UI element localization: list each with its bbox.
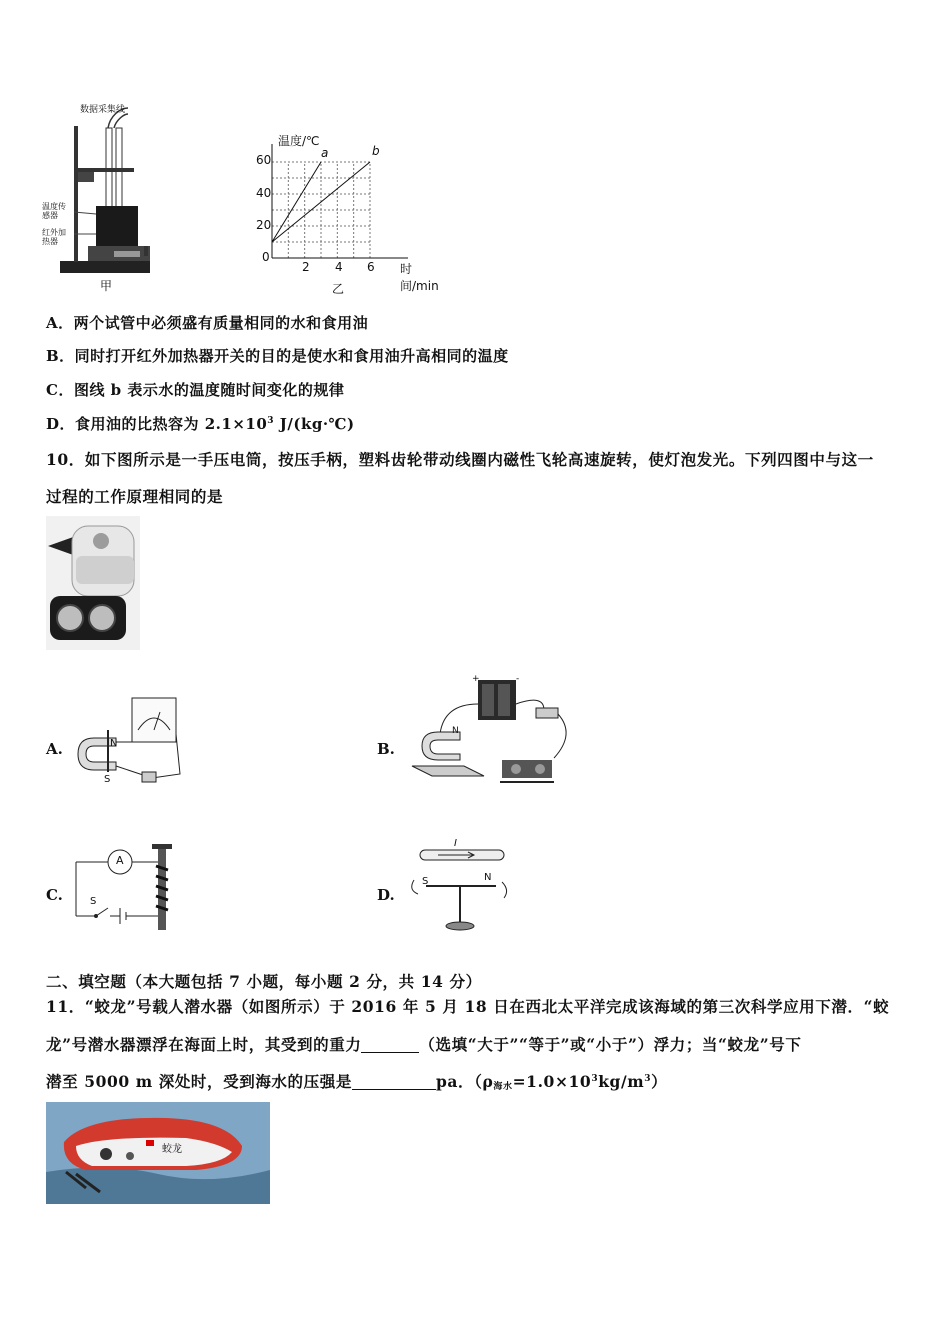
caption-jia: 甲 xyxy=(100,279,113,293)
apparatus-label-data-line: 数据采集线 xyxy=(80,105,126,115)
flashlight-drawing xyxy=(46,516,140,650)
q11-line3-part4: kg/m xyxy=(598,1072,645,1091)
q11-text-line1: 11．“蛟龙”号载人潜水器（如图所示）于 2016 年 5 月 18 日在西北太平洋完成该海域的第三次科学应用下潜．“蛟 xyxy=(46,997,890,1016)
submersible-image xyxy=(46,1102,270,1204)
fig-a-label-s: S xyxy=(104,774,111,785)
q10-option-b-figure xyxy=(404,674,584,798)
q9-option-c: C．图线 b 表示水的温度随时间变化的规律 xyxy=(46,381,345,399)
q11-text-line3 xyxy=(46,1070,667,1092)
q11-line3-part3: =1.0×10 xyxy=(512,1072,592,1091)
ytick-40: 40 xyxy=(256,186,272,200)
q9-option-a: A．两个试管中必须盛有质量相同的水和食用油 xyxy=(46,314,369,332)
q10-option-c-figure xyxy=(72,836,180,936)
submersible-drawing xyxy=(46,1102,270,1204)
ytick-0: 0 xyxy=(262,250,270,264)
q9-option-d-prefix: D．食用油的比热容为 2.1×10 xyxy=(46,415,268,433)
temperature-time-graph xyxy=(250,130,450,280)
q11-line3-part2: pa．（ρ xyxy=(435,1072,494,1091)
graph-xlabel: 时间/min xyxy=(400,262,439,293)
q10-option-d-figure xyxy=(404,832,512,936)
q9-option-d-exp: 3 xyxy=(267,416,275,426)
q11-exp-1: 3 xyxy=(591,1074,599,1084)
oersted-experiment-drawing xyxy=(404,832,512,936)
graph-grid xyxy=(272,162,370,258)
fig-d-label-i: I xyxy=(454,838,457,849)
q11-rho-subscript: 海水 xyxy=(493,1082,513,1092)
q10-option-a-label: A. xyxy=(46,740,63,758)
q11-line3-part5: ） xyxy=(651,1072,668,1091)
submersible-name-label: 蛟龙 xyxy=(162,1144,182,1155)
fig-d-label-n: N xyxy=(484,872,492,883)
q10-option-d-label: D. xyxy=(377,886,395,904)
q11-exp-2: 3 xyxy=(644,1074,652,1084)
fig-b-label-minus: - xyxy=(516,674,520,684)
electromagnet-circuit-drawing xyxy=(72,836,180,936)
apparatus-label-temp-sensor: 温度传感器 xyxy=(42,202,66,220)
ytick-20: 20 xyxy=(256,218,272,232)
apparatus-label-heater: 红外加热器 xyxy=(42,228,66,246)
figure-graph xyxy=(250,130,450,300)
fig-b-label-n: N xyxy=(452,726,459,736)
q9-option-d xyxy=(46,413,355,434)
graph-ylabel: 温度/℃ xyxy=(278,134,320,148)
series-b-label: b xyxy=(372,144,380,158)
q11-blank-pressure[interactable] xyxy=(352,1074,436,1091)
caption-yi: 乙 xyxy=(332,282,345,296)
q11-blank-gravity[interactable] xyxy=(361,1037,419,1054)
series-a-line xyxy=(272,162,321,242)
q10-option-a-figure xyxy=(72,694,184,798)
fig-d-label-s: S xyxy=(422,876,429,887)
q10-text-line1: 10．如下图所示是一手压电筒，按压手柄，塑料齿轮带动线圈内磁性飞轮高速旋转，使灯泡发光。下列四图中与这一 xyxy=(46,450,874,469)
generator-circuit-drawing xyxy=(72,694,184,798)
q10-option-b-label: B. xyxy=(377,740,395,758)
apparatus-drawing xyxy=(48,96,188,296)
fig-c-label-s: S xyxy=(90,896,97,907)
q9-option-b: B．同时打开红外加热器开关的目的是使水和食用油升高相同的温度 xyxy=(46,347,509,365)
xtick-4: 4 xyxy=(335,260,343,274)
q11-line2-part1: 龙”号潜水器漂浮在海面上时，其受到的重力 xyxy=(46,1035,362,1054)
section-2-heading: 二、填空题（本大题包括 7 小题，每小题 2 分，共 14 分） xyxy=(46,972,482,991)
q10-option-c-label: C. xyxy=(46,886,63,904)
fig-a-label-n: N xyxy=(110,738,118,749)
flashlight-image xyxy=(46,516,140,650)
q10-text-line2: 过程的工作原理相同的是 xyxy=(46,487,224,506)
fig-b-label-plus: + xyxy=(472,674,480,684)
fig-c-label-a: A xyxy=(116,854,124,867)
series-a-label: a xyxy=(321,146,329,160)
xtick-2: 2 xyxy=(302,260,310,274)
motor-circuit-drawing xyxy=(404,674,584,798)
q11-line2-part2: （选填“大于”“等于”或“小于”）浮力；当“蛟龙”号下 xyxy=(419,1035,802,1054)
ytick-60: 60 xyxy=(256,153,272,167)
q11-line3-part1: 潜至 5000 m 深处时，受到海水的压强是 xyxy=(46,1072,352,1091)
q9-option-d-suffix: J/(kg·℃) xyxy=(274,415,355,433)
figure-apparatus xyxy=(42,96,188,296)
xtick-6: 6 xyxy=(367,260,375,274)
q11-text-line2 xyxy=(46,1033,801,1055)
